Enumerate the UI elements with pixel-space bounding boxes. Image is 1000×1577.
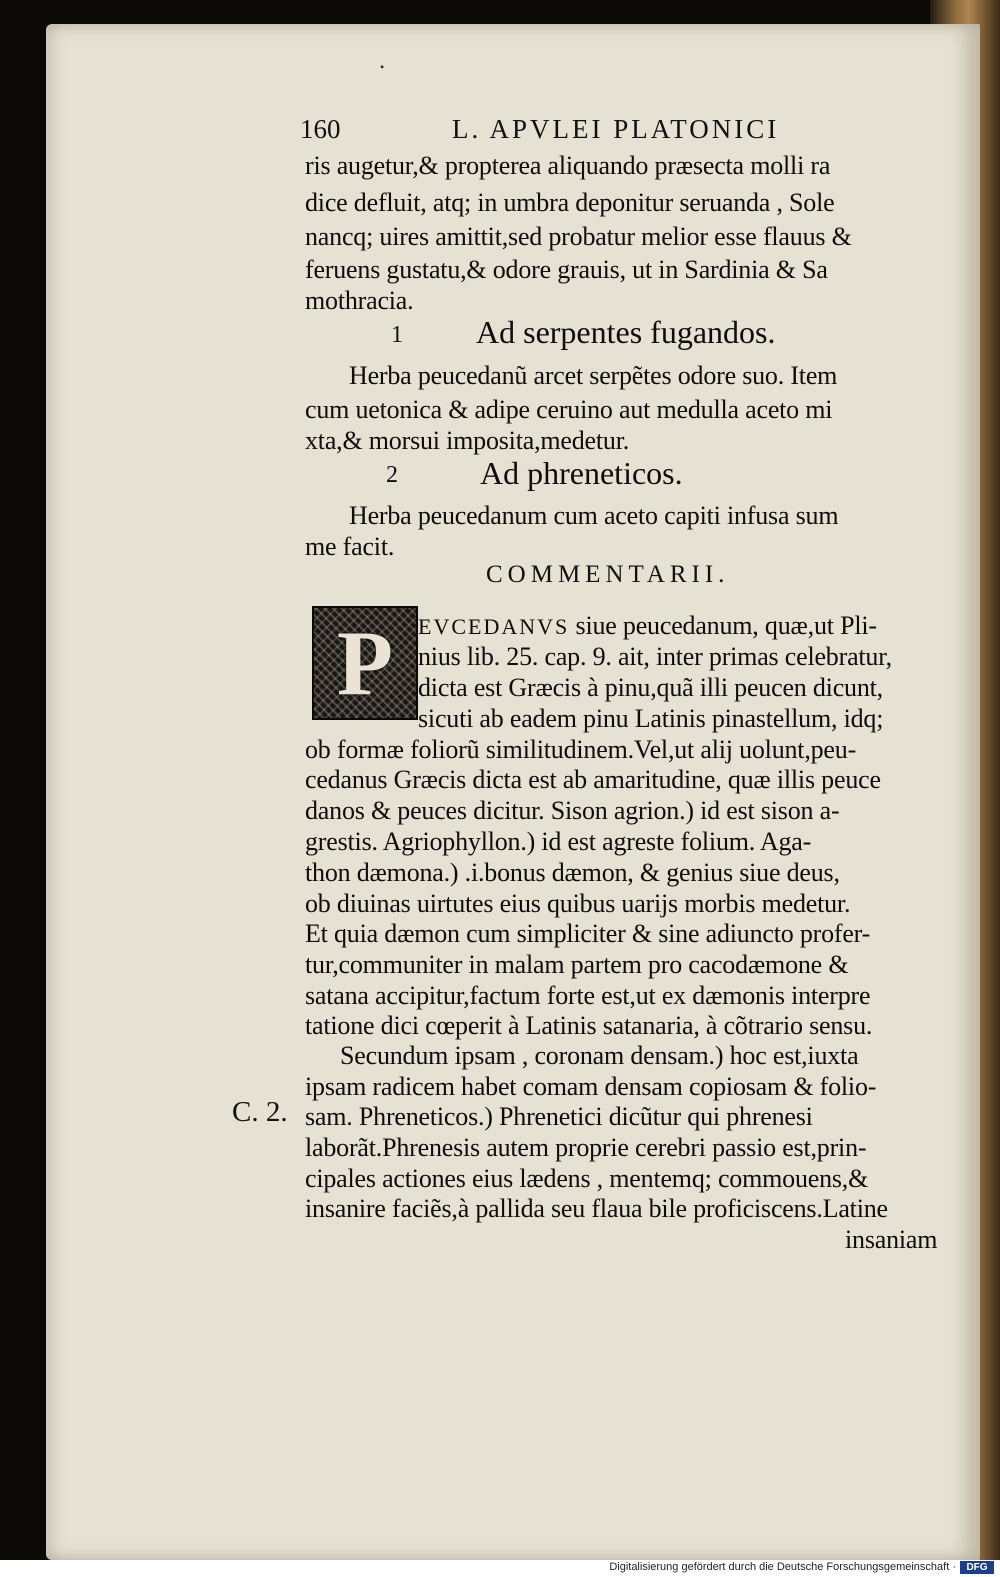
initial-letter: P [336, 612, 394, 714]
running-title: L. APVLEI PLATONICI [452, 114, 780, 144]
body-line: ob formæ foliorũ similitudinem.Vel,ut alij uolunt,peu- [305, 735, 857, 764]
section-heading: Ad phreneticos. [480, 455, 683, 491]
body-line: danos & peuces dicitur. Sison agrion.) id est sison a- [305, 796, 840, 825]
body-line: grestis. Agriophyllon.) id est agreste folium. Aga- [305, 827, 812, 856]
body-line-text: siue peucedanum, quæ,ut Pli- [569, 611, 877, 640]
body-line: cipales actiones eius lædens , mentemq; commouens,& [305, 1164, 869, 1193]
body-line: satana accipitur,factum forte est,ut ex dæmonis interpre [305, 981, 871, 1010]
section-number: 1 [391, 322, 403, 348]
body-line: cum uetonica & adipe ceruino aut medulla aceto mi [305, 395, 833, 424]
body-line: insanire faciẽs,à pallida seu flaua bile proficiscens.Latine [305, 1194, 888, 1223]
running-header [300, 114, 950, 150]
body-line: thon dæmona.) .i.bonus dæmon, & genius siue deus, [305, 858, 840, 887]
body-line: dicta est Græcis à pinu,quã illi peucen dicunt, [418, 673, 883, 702]
commentary-title: COMMENTARII. [486, 561, 730, 588]
body-line: me facit. [305, 532, 395, 561]
body-line: dice defluit, atq; in umbra deponitur seruanda , Sole [305, 188, 835, 217]
body-line [418, 610, 877, 642]
body-line: sam. Phreneticos.) Phrenetici dicũtur qui phrenesi [305, 1102, 813, 1131]
margin-note: C. 2. [232, 1096, 288, 1128]
dfg-logo-icon: DFG [960, 1561, 994, 1574]
section-heading: Ad serpentes fugandos. [476, 314, 776, 350]
body-line: cedanus Græcis dicta est ab amaritudine, quæ illis peuce [305, 765, 881, 794]
footer-credit: Digitalisierung gefördert durch die Deutsche Forschungsgemeinschaft · [609, 1561, 956, 1573]
body-line: nius lib. 25. cap. 9. ait, inter primas celebratur, [418, 642, 892, 671]
body-line: laborãt.Phrenesis autem proprie cerebri passio est,prin- [305, 1133, 867, 1162]
page-number: 160 [300, 114, 341, 144]
small-caps-word: EVCEDANVS [418, 614, 570, 639]
catchword: insaniam [845, 1225, 938, 1254]
body-line: xta,& morsui imposita,medetur. [305, 426, 630, 455]
body-line: nancq; uires amittit,sed probatur melior esse flauus & [305, 222, 852, 251]
body-line: mothracia. [305, 286, 414, 315]
body-line: ipsam radicem habet comam densam copiosam & folio- [305, 1072, 877, 1101]
body-line: ris augetur,& propterea aliquando præsecta molli ra [305, 151, 831, 180]
body-line: ob diuinas uirtutes eius quibus uarijs morbis medetur. [305, 889, 851, 918]
decorated-initial [312, 606, 418, 720]
body-line: feruens gustatu,& odore grauis, ut in Sardinia & Sa [305, 255, 828, 284]
ink-speck: • [380, 60, 385, 74]
body-line: Herba peucedanũ arcet serpẽtes odore suo. Item [349, 361, 838, 390]
body-line: tatione dici cœperit à Latinis satanaria, à cõtrario sensu. [305, 1011, 873, 1040]
body-line: Secundum ipsam , coronam densam.) hoc est,iuxta [340, 1041, 859, 1070]
body-line: tur,communiter in malam partem pro cacodæmone & [305, 950, 849, 979]
section-number: 2 [386, 462, 398, 488]
body-line: sicuti ab eadem pinu Latinis pinastellum, idq; [418, 704, 884, 733]
body-line: Herba peucedanum cum aceto capiti infusa sum [349, 501, 839, 530]
body-line: Et quia dæmon cum simpliciter & sine adiuncto profer- [305, 919, 871, 948]
